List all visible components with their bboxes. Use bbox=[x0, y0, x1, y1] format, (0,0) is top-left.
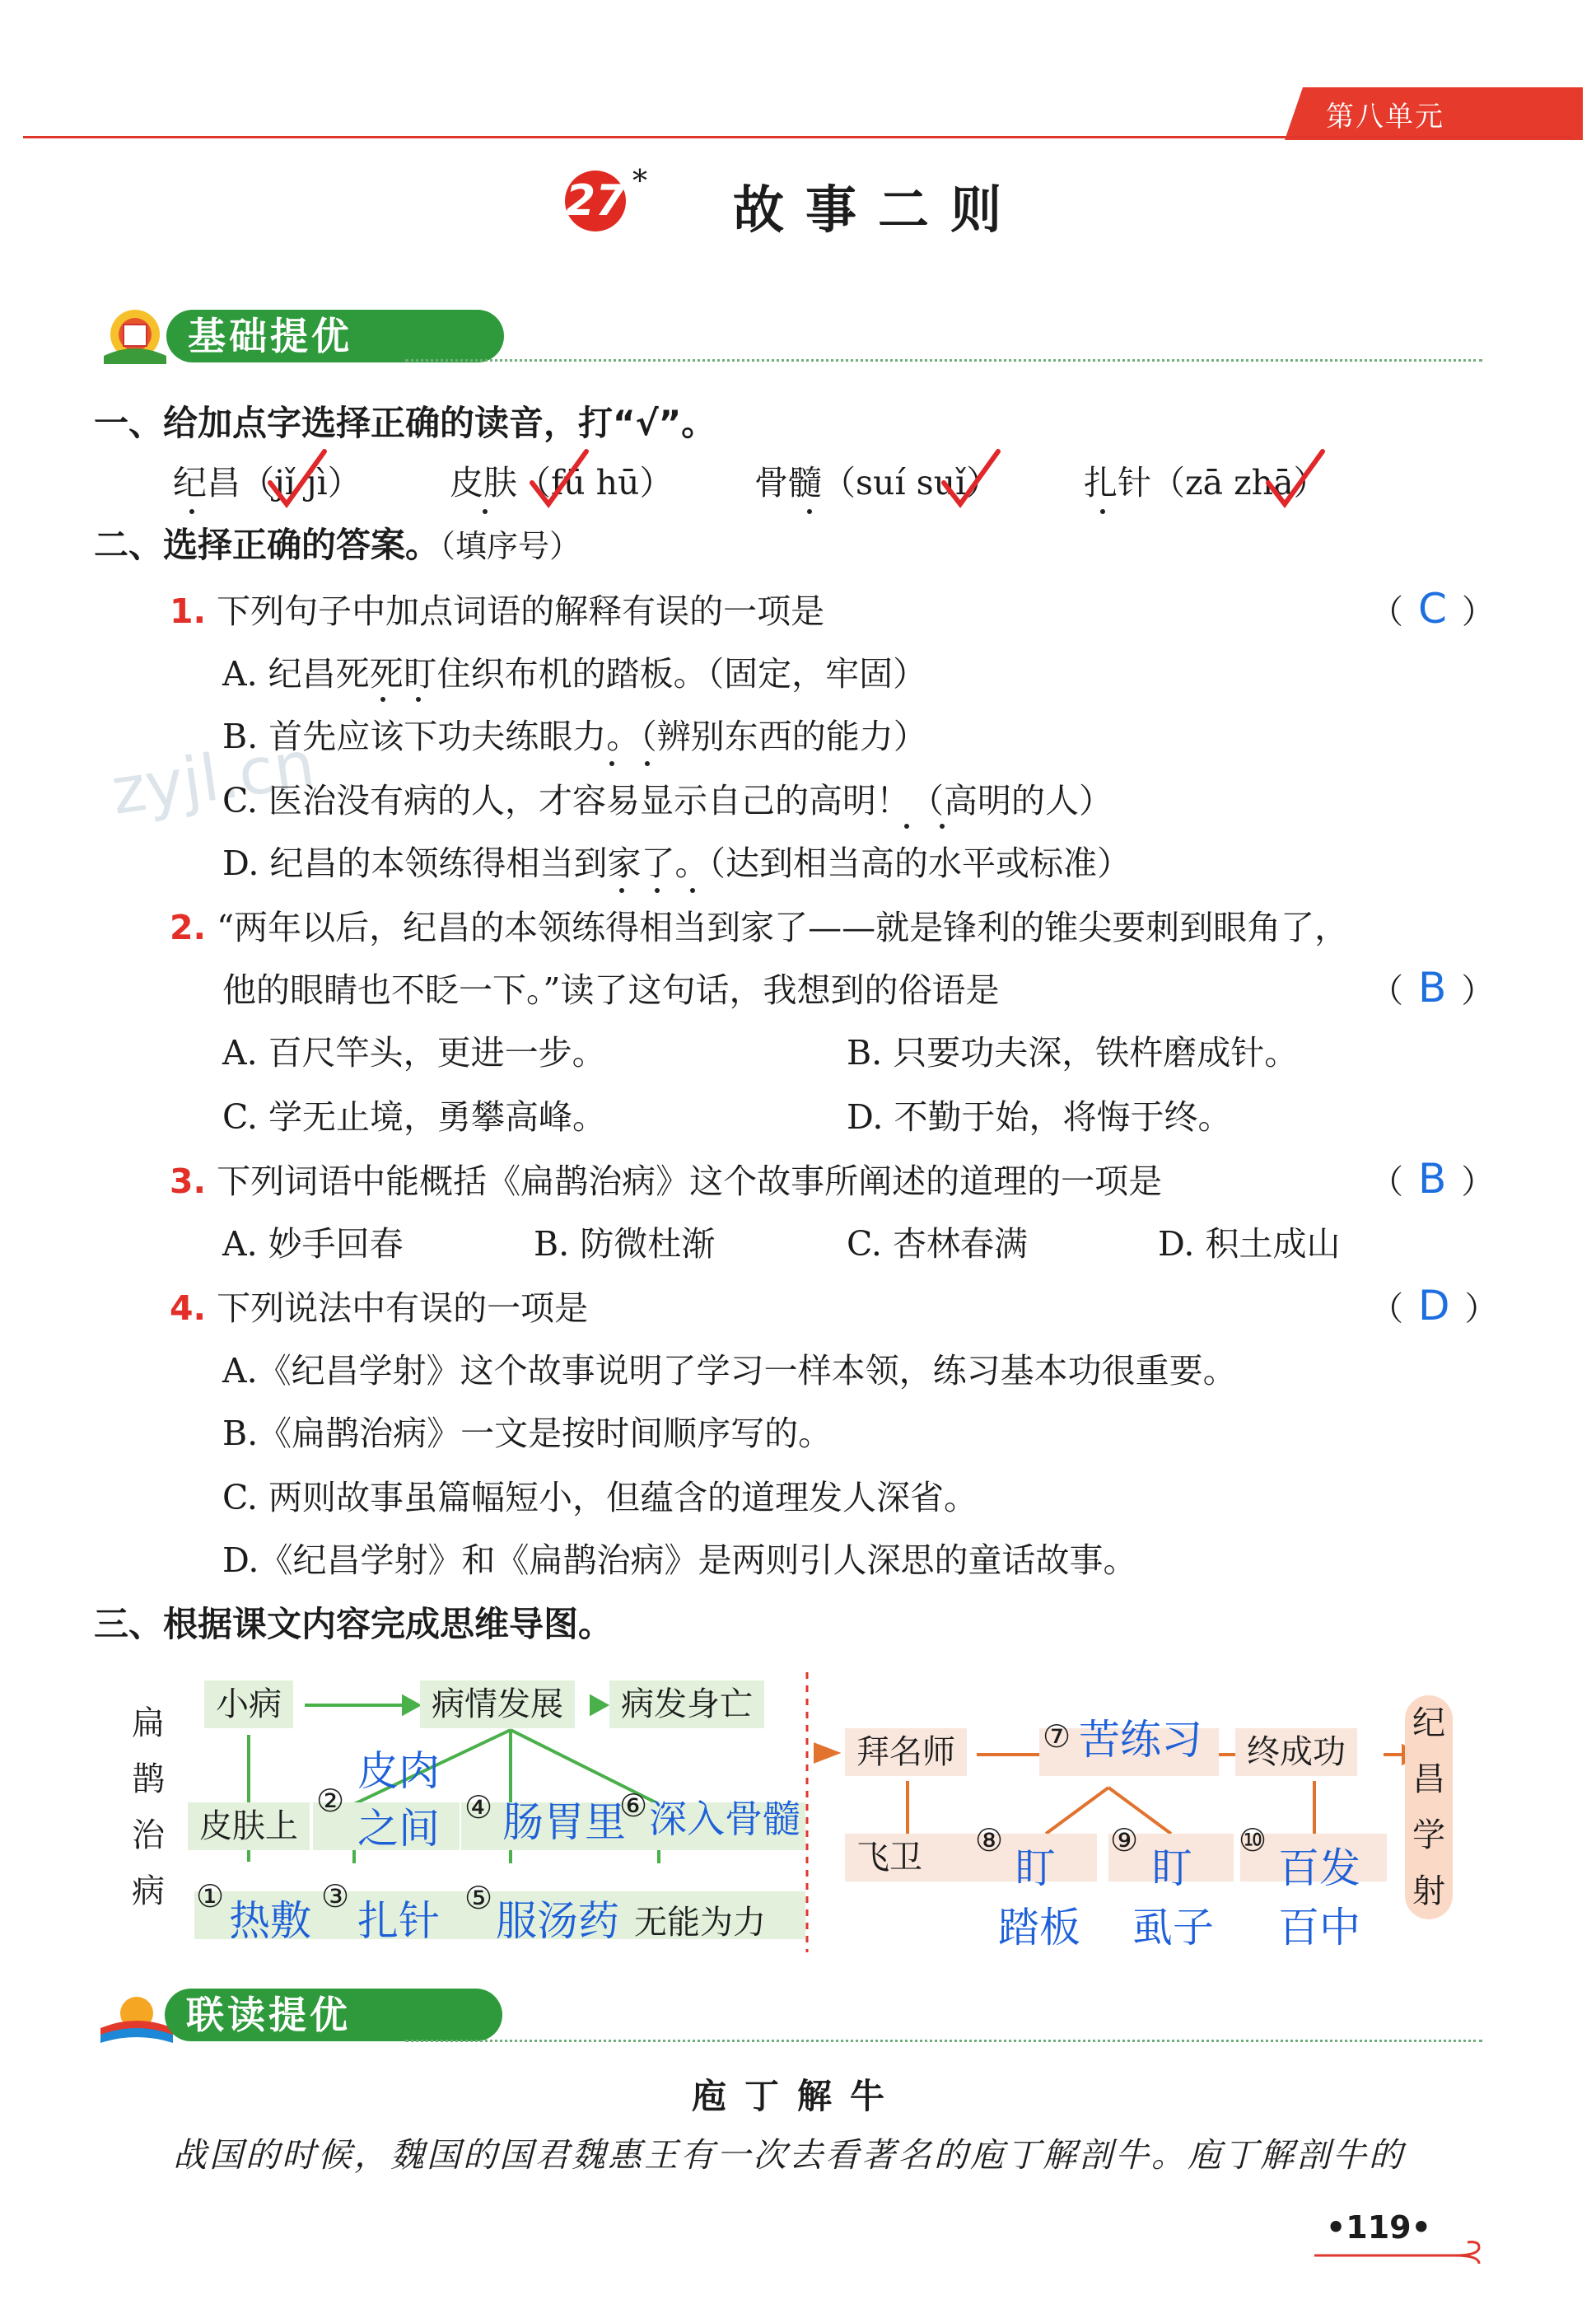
part2-heading-note: （填序号） bbox=[440, 528, 581, 564]
paren-open: （ bbox=[1370, 593, 1403, 631]
side-char: 纪 bbox=[1412, 1704, 1445, 1742]
pinyin-word-1: 纪昌 bbox=[173, 463, 240, 502]
page-flourish-icon bbox=[1314, 2239, 1496, 2272]
lesson-star: * bbox=[632, 165, 647, 199]
question-2 bbox=[170, 903, 1348, 952]
q4-number: 4. bbox=[170, 1288, 207, 1328]
label-circle-3: ③ bbox=[321, 1878, 350, 1914]
node-death: 病发身亡 bbox=[609, 1680, 764, 1728]
q1-text: 下列句子中加点词语的解释有误的一项是 bbox=[217, 591, 825, 631]
answer-2b: 之间 bbox=[357, 1805, 440, 1853]
q4-option-b: B.《扁鹊治病》一文是按时间顺序写的。 bbox=[222, 1414, 833, 1453]
q4-answer: D bbox=[1418, 1282, 1450, 1330]
q4-text: 下列说法中有误的一项是 bbox=[217, 1288, 589, 1328]
question-1 bbox=[170, 587, 824, 636]
mindmap-right-title bbox=[1405, 1695, 1453, 1919]
emphasis-dot bbox=[483, 509, 488, 514]
answer-2a: 皮肉 bbox=[357, 1747, 440, 1795]
q2-number: 2. bbox=[170, 908, 207, 947]
label-circle-8: ⑧ bbox=[975, 1822, 1004, 1858]
emphasis-dot bbox=[380, 697, 385, 702]
side-char: 鹊 bbox=[132, 1760, 165, 1798]
q3-option-c: C. 杏林春满 bbox=[847, 1224, 1028, 1264]
q1-number: 1. bbox=[170, 591, 207, 631]
node-helpless: 无能为力 bbox=[634, 1904, 766, 1942]
checkmark-icon bbox=[939, 445, 1005, 511]
paren-close: ） bbox=[1464, 1290, 1498, 1328]
label-circle-9: ⑨ bbox=[1110, 1822, 1139, 1858]
label-circle-2: ② bbox=[316, 1783, 345, 1819]
pinyin-options-4: （zā zhā） bbox=[1151, 463, 1328, 502]
page-title: 故事二则 bbox=[733, 180, 1024, 240]
pinyin-word-3: 骨髓 bbox=[754, 463, 822, 502]
label-circle-10: ⑩ bbox=[1239, 1822, 1267, 1858]
q2-option-b: B. 只要功夫深，铁杵磨成针。 bbox=[847, 1033, 1299, 1073]
q2-answer-box bbox=[1370, 964, 1494, 1012]
pinyin-options-1: （jǐ jì） bbox=[240, 463, 362, 502]
part3-heading: 三、根据课文内容完成思维导图。 bbox=[94, 1604, 614, 1644]
answer-5: 服汤药 bbox=[496, 1897, 619, 1945]
answer-7: 苦练习 bbox=[1079, 1716, 1202, 1764]
flower-icon bbox=[99, 305, 171, 371]
node-seek-master: 拜名师 bbox=[845, 1728, 967, 1776]
side-char: 病 bbox=[132, 1872, 165, 1910]
pinyin-word-4: 扎针 bbox=[1084, 463, 1151, 502]
q2-text: “两年以后，纪昌的本领练得相当到家了——就是锋利的锥尖要刺到眼角了， bbox=[217, 908, 1349, 947]
q4-option-d: D.《纪昌学射》和《扁鹊治病》是两则引人深思的童话故事。 bbox=[222, 1540, 1137, 1580]
emphasis-dot bbox=[416, 697, 421, 702]
q1-answer: C bbox=[1418, 585, 1447, 633]
q1-option-a: A. 纪昌死死盯住织布机的踏板。（固定，牢固） bbox=[222, 654, 927, 694]
paren-open: （ bbox=[1370, 1163, 1403, 1201]
part2-heading-text: 二、选择正确的答案。 bbox=[94, 525, 441, 565]
q3-number: 3. bbox=[170, 1162, 207, 1201]
emphasis-dot bbox=[690, 888, 695, 893]
q2-text-line2: 他的眼睛也不眨一下。”读了这句话，我想到的俗语是 bbox=[222, 970, 1000, 1010]
q3-text: 下列词语中能概括《扁鹊治病》这个故事所阐述的道理的一项是 bbox=[217, 1162, 1163, 1201]
answer-4: 肠胃里 bbox=[502, 1798, 626, 1846]
header-rule bbox=[23, 136, 1571, 138]
answer-6: 深入骨髓 bbox=[649, 1797, 800, 1841]
q1-option-b: B. 首先应该下功夫练眼力。（辨别东西的能力） bbox=[222, 717, 927, 756]
side-char: 治 bbox=[132, 1816, 165, 1854]
emphasis-dot bbox=[189, 509, 194, 514]
question-4 bbox=[170, 1283, 588, 1333]
pinyin-row bbox=[173, 458, 1408, 516]
label-circle-1: ① bbox=[196, 1878, 225, 1914]
paren-close: ） bbox=[1461, 593, 1495, 631]
checkmark-icon bbox=[1263, 445, 1329, 511]
q1-option-d: D. 纪昌的本领练得相当到家了。（达到相当高的水平或标准） bbox=[222, 844, 1131, 883]
side-char: 扁 bbox=[132, 1704, 165, 1742]
emphasis-dot bbox=[807, 509, 812, 514]
part2-heading bbox=[94, 521, 581, 571]
side-char: 学 bbox=[1412, 1816, 1445, 1854]
reading-text: 战国的时候，魏国的国君魏惠王有一次去看著名的庖丁解剖牛。庖丁解剖牛的 bbox=[173, 2135, 1405, 2175]
node-minor-illness: 小病 bbox=[204, 1680, 293, 1728]
section1-divider bbox=[405, 359, 1482, 362]
pinyin-options-3: （suí suǐ） bbox=[822, 463, 1001, 502]
q3-option-b: B. 防微杜渐 bbox=[534, 1224, 716, 1264]
reading-title: 庖丁解牛 bbox=[692, 2076, 903, 2116]
q2-option-a: A. 百尺竿头，更进一步。 bbox=[222, 1033, 606, 1073]
watermark: zyjl.cn bbox=[106, 727, 320, 830]
answer-10a: 百发 bbox=[1278, 1844, 1360, 1892]
mindmap-left-title bbox=[128, 1695, 168, 1919]
q3-answer: B bbox=[1418, 1155, 1447, 1203]
emphasis-dot bbox=[1100, 509, 1105, 514]
label-circle-4: ④ bbox=[464, 1789, 493, 1825]
lesson-number: 27 bbox=[565, 171, 626, 231]
answer-3: 扎针 bbox=[357, 1897, 440, 1945]
node-feiwei: 飞卫 bbox=[845, 1834, 972, 1881]
node-success: 终成功 bbox=[1235, 1728, 1357, 1776]
checkmark-icon bbox=[265, 445, 331, 511]
answer-8b: 踏板 bbox=[998, 1904, 1080, 1951]
label-circle-6: ⑥ bbox=[619, 1788, 648, 1824]
answer-10b: 百中 bbox=[1278, 1904, 1360, 1951]
emphasis-dot bbox=[655, 888, 660, 893]
page-number: •119• bbox=[1326, 2209, 1431, 2246]
section2-divider bbox=[405, 2040, 1482, 2042]
emphasis-dot bbox=[645, 761, 650, 766]
answer-8a: 盯 bbox=[1015, 1844, 1056, 1892]
answer-1: 热敷 bbox=[229, 1897, 311, 1945]
section2-title: 联读提优 bbox=[186, 1993, 351, 2037]
q4-option-a: A.《纪昌学射》这个故事说明了学习一样本领，练习基本功很重要。 bbox=[222, 1351, 1237, 1391]
answer-9b: 虱子 bbox=[1132, 1904, 1214, 1951]
pinyin-options-2: （fū hū） bbox=[517, 463, 674, 502]
paren-open: （ bbox=[1370, 1290, 1403, 1328]
q2-answer: B bbox=[1418, 964, 1447, 1012]
q2-option-d: D. 不勤于始，将悔于终。 bbox=[847, 1097, 1232, 1137]
emphasis-dot bbox=[619, 888, 624, 893]
emphasis-dot bbox=[904, 824, 909, 829]
emphasis-dot bbox=[609, 761, 614, 766]
question-3 bbox=[170, 1157, 1162, 1206]
checkmark-icon bbox=[527, 445, 593, 511]
paren-close: ） bbox=[1461, 972, 1495, 1010]
part1-heading: 一、给加点字选择正确的读音，打“√”。 bbox=[94, 403, 716, 443]
answer-9a: 盯 bbox=[1151, 1844, 1192, 1892]
paren-close: ） bbox=[1461, 1163, 1495, 1201]
side-char: 射 bbox=[1412, 1872, 1445, 1910]
label-circle-5: ⑤ bbox=[464, 1880, 493, 1916]
unit-label: 第八单元 bbox=[1326, 100, 1444, 133]
q3-option-a: A. 妙手回春 bbox=[222, 1224, 404, 1264]
pinyin-word-2: 皮肤 bbox=[450, 463, 517, 502]
q4-answer-box bbox=[1370, 1282, 1498, 1330]
q2-option-c: C. 学无止境，勇攀高峰。 bbox=[222, 1097, 606, 1137]
q1-option-c: C. 医治没有病的人，才容易显示自己的高明！（高明的人） bbox=[222, 781, 1113, 820]
node-illness-develops: 病情发展 bbox=[420, 1680, 575, 1728]
section1-title: 基础提优 bbox=[188, 314, 352, 358]
emphasis-dot bbox=[940, 824, 945, 829]
q3-answer-box bbox=[1370, 1155, 1494, 1203]
q3-option-d: D. 积土成山 bbox=[1158, 1224, 1341, 1264]
side-char: 昌 bbox=[1412, 1760, 1445, 1798]
label-circle-7: ⑦ bbox=[1043, 1718, 1071, 1755]
q4-option-c: C. 两则故事虽篇幅短小，但蕴含的道理发人深省。 bbox=[222, 1478, 978, 1517]
q1-answer-box bbox=[1370, 585, 1495, 633]
node-skin: 皮肤上 bbox=[188, 1802, 310, 1850]
paren-open: （ bbox=[1370, 972, 1403, 1010]
